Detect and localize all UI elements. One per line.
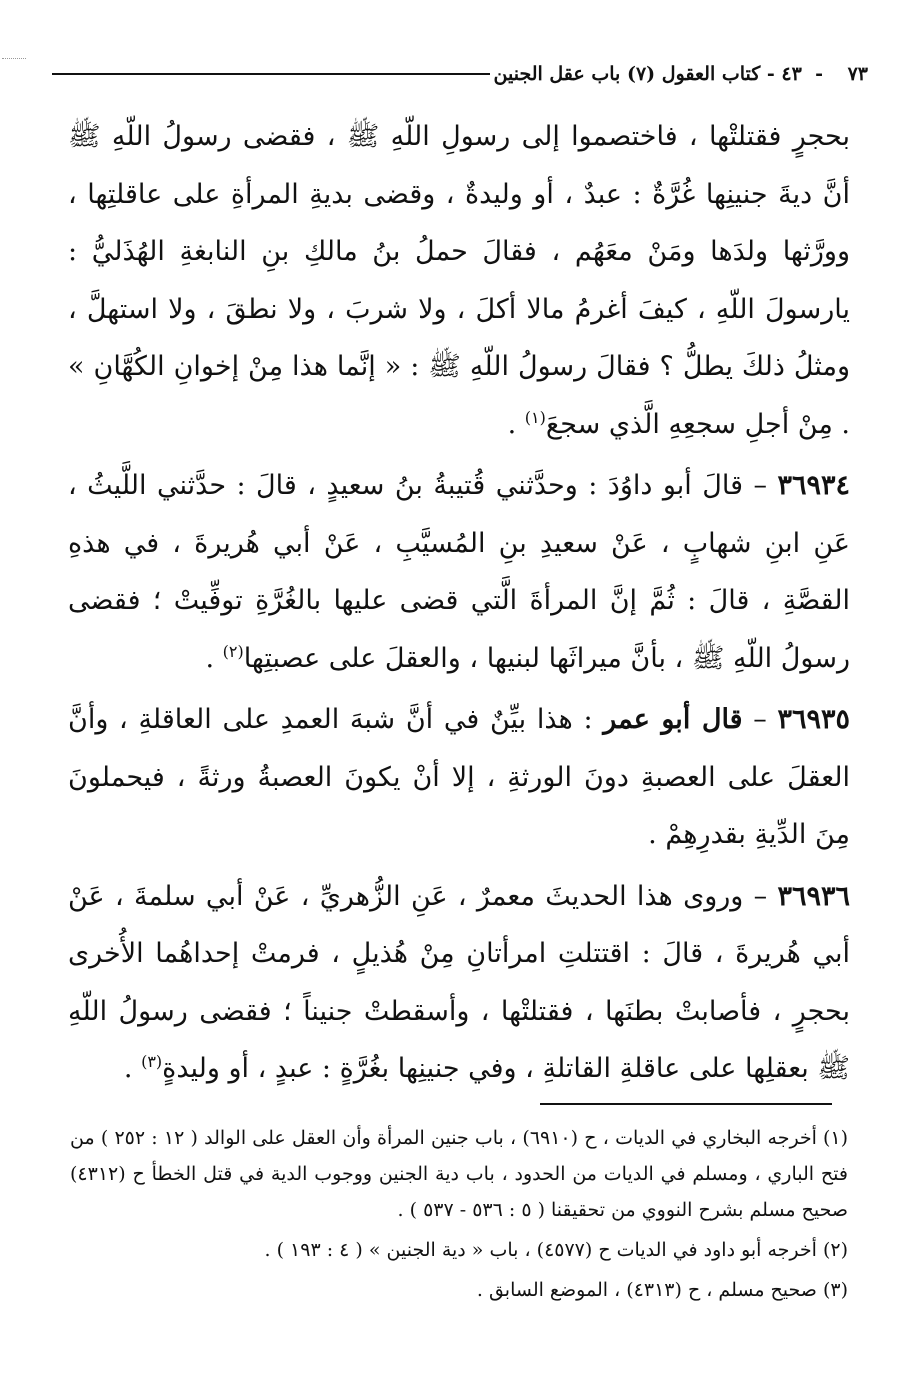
footnote-ref[interactable]: (٣) [141, 1052, 163, 1071]
header-rule [52, 73, 490, 75]
footnote-mark: (٢) [822, 1239, 848, 1261]
paragraph-36936 [68, 868, 850, 1098]
paragraph-text: بحجرٍ فقتلتْها ، فاختصموا إلى رسولِ اللّهِ ﷺ ، فقضى رسولُ اللّهِ ﷺ أنَّ ديةَ جنينِها غُرَّةٌ : عبدٌ ، أو وليدةٌ ، وقضى بديةِ المرأةِ على عاقلتِها ، وورَّثها ولدَها ومَنْ معَهُم ، فقالَ حملُ بنُ مالكِ بنِ النابغةِ الهُذَليُّ : يارسولَ اللّهِ ، كيفَ أغرمُ مالا أكلَ ، ولا شربَ ، ولا نطقَ ، ولا استهلَّ ، ومثلُ ذلكَ يطلُّ ؟ فقالَ رسولُ اللّهِ ﷺ : « إنَّما هذا مِنْ إخوانِ الكُهَّانِ » . مِنْ أجلِ سجعِهِ الَّذي سجعَ [68, 121, 850, 440]
paragraph-number: ٣٦٩٣٥ [777, 704, 850, 735]
footnote-ref[interactable]: (٢) [222, 641, 244, 661]
paragraph-text: وروى هذا الحديثَ معمرٌ ، عَنِ الزُّهريِّ ، عَنْ أبي سلمةَ ، عَنْ أبي هُريرةَ ، قالَ : اقتتلتِ امرأتانِ مِنْ هُذيلٍ ، فرمتْ إحداهُما الأُخرى بحجرٍ ، فأصابتْ بطنَها ، فقتلتْها ، وأسقطتْ جنيناً ؛ فقضى رسولُ اللّهِ ﷺ بعقلِها على عاقلةِ القاتلةِ ، وفي جنينِها بغُرَّةٍ : عبدٍ ، أو وليدةٍ [68, 880, 850, 1084]
footnote-mark: (١) [822, 1127, 849, 1149]
dash: – [742, 704, 767, 735]
paragraph-text: قالَ أبو داوُدَ : وحدَّثني قُتيبةُ بنُ سعيدٍ ، قالَ : حدَّثني اللَّيثُ ، عَنِ ابنِ شهابٍ ، عَنْ سعيدِ بنِ المُسيَّبِ ، عَنْ أبي هُريرةَ ، في هذهِ القصَّةِ ، قالَ : ثُمَّ إنَّ المرأةَ الَّتي قضى عليها بالغُرَّةِ توفِّيتْ ؛ فقضى رسولُ اللّهِ ﷺ ، بأنَّ ميراثَها لبنيها ، والعقلَ على عصبتِها [68, 470, 850, 674]
paragraph-tail: . [123, 1053, 142, 1084]
footnote-mark: (٣) [822, 1279, 848, 1301]
speaker-label: قال أبو عمر [603, 704, 743, 735]
footnote-3 [70, 1272, 848, 1308]
page-number: ٧٣ [847, 63, 868, 85]
footnote-text: صحيح مسلم ، ح (٤٣١٣) ، الموضع السابق . [476, 1279, 817, 1301]
paragraph-36934 [68, 457, 850, 687]
paragraph-tail: . [507, 408, 525, 440]
footnote-text: أخرجه البخاري في الديات ، ح (٦٩١٠) ، باب جنين المرأة وأن العقل على الوالد ( ١٢ : ٢٥٢ ) من فتح الباري ، ومسلم في الديات من الحدود ، باب دية الجنين ووجوب الدية في قتل الخطأ ح (٤٣١٢) صحيح مسلم بشرح النووي من تحقيقنا ( ٥ : ٥٣٦ - ٥٣٧ ) . [70, 1127, 848, 1221]
paragraph-continuation [68, 108, 850, 453]
footnotes [70, 1120, 848, 1312]
main-text [68, 108, 850, 1098]
paragraph-tail: . [205, 642, 223, 674]
paragraph-number: ٣٦٩٣٤ [777, 470, 850, 501]
footnote-separator [540, 1103, 832, 1105]
paragraph-text: : هذا بيِّنٌ في أنَّ شبهَ العمدِ على العاقلةِ ، وأنَّ العقلَ على العصبةِ دونَ الورثةِ ، إلا أنْ يكونَ العصبةُ ورثةً ، فيحملونَ مِنَ الدِّيةِ بقدرِهِمْ . [68, 704, 850, 850]
header-separator: - [801, 63, 830, 85]
paragraph-number: ٣٦٩٣٦ [777, 880, 850, 912]
running-header [52, 58, 868, 90]
footnote-text: أخرجه أبو داود في الديات ح (٤٥٧٧) ، باب « دية الجنين » ( ٤ : ١٩٣ ) . [264, 1239, 817, 1261]
footnote-1 [70, 1120, 848, 1228]
dash: – [743, 470, 767, 501]
scan-artifact [2, 58, 26, 63]
running-title: ٤٣ - كتاب العقول (٧) باب عقل الجنين [493, 63, 802, 85]
dash: – [743, 880, 768, 912]
footnote-2 [70, 1232, 848, 1268]
footnote-ref[interactable]: (١) [524, 407, 546, 427]
paragraph-36935 [68, 691, 850, 864]
